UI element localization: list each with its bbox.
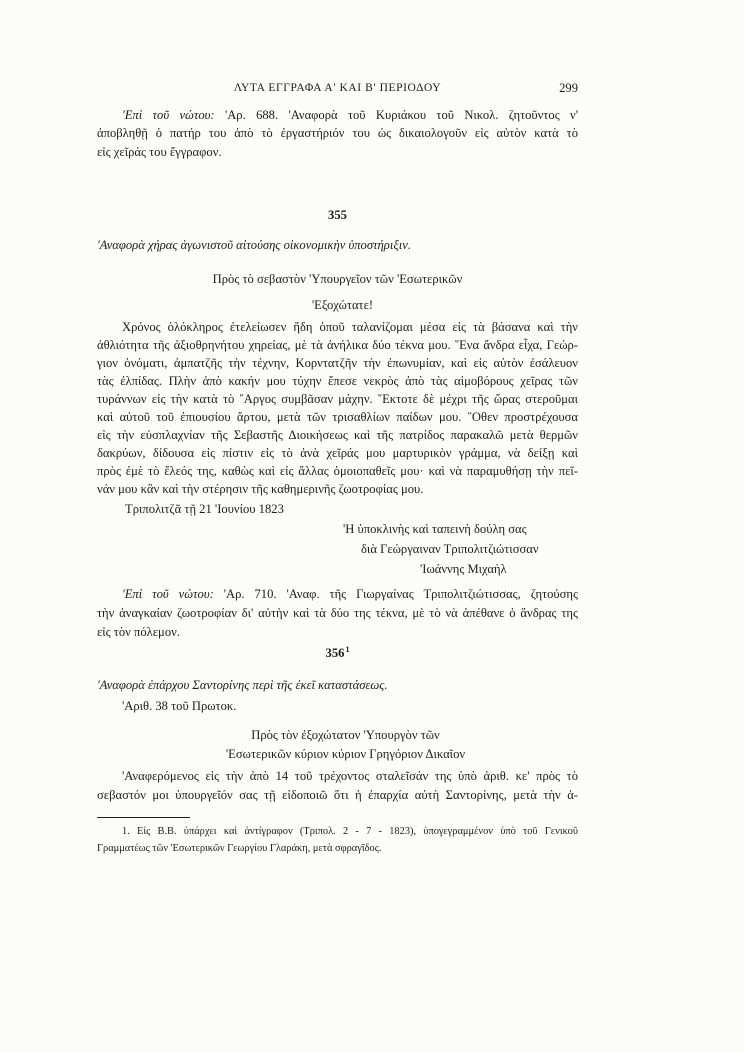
footnote-marker: 1 [345, 645, 350, 654]
footnote-number: 1. [122, 826, 130, 837]
signature-line: 'Ιωάννης Μιχαὴλ [420, 562, 507, 576]
document-title: 'Αναφορὰ ἐπάρχου Σαντορίνης περὶ τῆς ἐκεῖ καταστάσεως. [97, 678, 388, 692]
body-line: Χρόνος ὁλόκληρος ἐτελείωσεν ἤδη ὁποῦ ταλανίζομαι μέσα εἰς τὰ βάσανα καὶ τὴν [122, 320, 578, 334]
back-note-label: 'Επὶ τοῦ νώτου: [122, 587, 214, 601]
page-number: 299 [559, 81, 578, 95]
document-title: 'Αναφορὰ χήρας ἀγωνιστοῦ αἰτούσης οἰκονομικὴν ὑποστήριξιν. [97, 238, 411, 252]
running-header-title: ΛΥΤΑ ΕΓΓΡΑΦΑ Α' ΚΑΙ Β' ΠΕΡΙΟΔΟΥ [233, 82, 442, 94]
back-note-label: 'Επὶ τοῦ νώτου: [122, 108, 215, 122]
body-line: εἰς τὴν εὐσπλαχνίαν τῆς Σεβαστῆς Διοικήσεως καὶ τῆς πατρίδος παρακαλῶ μετὰ θερμῶν [97, 428, 578, 442]
protocol-number: 'Αριθ. 38 τοῦ Πρωτοκ. [122, 699, 237, 713]
footnote-line [122, 825, 578, 839]
addressee-line: 'Εσωτερικῶν κύριον κύριον Γρηγόριον Δικαῖον [225, 747, 466, 761]
addressee: Πρὸς τὸ σεβαστὸν 'Υπουργεῖον τῶν 'Εσωτερικῶν [212, 272, 463, 286]
footnote-line: Γραμματέως τῶν 'Εσωτερικῶν Γεωργίου Γλαράκη, μετὰ σφραγῖδος. [97, 843, 382, 854]
place-date: Τριπολιτζᾶ τῇ 21 'Ιουνίου 1823 [125, 502, 284, 516]
footnote-rule [97, 817, 190, 818]
body-line: τυράννων εἰς τὴν κατὰ τὸ ῎Αργος συμβᾶσαν μάχην. ῞Εκτοτε δὲ μέχρι τῆς ὥρας στεροῦμαι [97, 392, 578, 406]
back-note-line: ἀποβληθῇ ὁ πατήρ του ἀπὸ τὸ ἐργαστήριόν του ὡς δικαιολογοῦν εἰς αὐτὸν κατὰ τὸ [97, 126, 578, 140]
back-note-line [122, 586, 578, 602]
body-line: γιον ὀνόματι, ἀμπατζῆς τὴν τέχνην, Κορντατζῆν τὴν ἐπωνυμίαν, καὶ εἰς αὐτὸν ἐσάλευον [97, 356, 578, 370]
body-line: καὶ αὐτοῦ τοῦ ἐπιουσίου ἄρτου, μετὰ τῶν τρισαθλίων παίδων μου. ῞Οθεν προστρέχουσα [97, 410, 578, 424]
body-line: νάν μου κἂν καὶ τὴν στέρησιν τῆς καθημερινῆς ζωοτροφίας μου. [97, 482, 424, 496]
document-number-value: 356 [325, 646, 345, 660]
document-number: 355 [328, 208, 347, 222]
back-note-line: εἰς χεῖράς του ἔγγραφον. [97, 145, 222, 159]
back-note-line: τὴν ἀναγκαίαν ζωοτροφίαν δι' αὐτὴν καὶ τὰ δύο της τέκνα, μὲ τὸ νὰ ἀπέθανε ὁ ἄνδρας της [97, 606, 578, 620]
back-note-line: εἰς τὸν πόλεμον. [97, 625, 180, 639]
signature-line: 'Η ὑποκλινὴς καὶ ταπεινὴ δούλη σας [343, 522, 527, 536]
document-number [97, 642, 578, 661]
body-line: ἀθλιότητα τῆς ἀξιοθρηνήτου χηρείας, μὲ τὰ ἀνήλικα δύο τέκνα μου. ῞Ενα ἄνδρα εἶχα, Γεώρ- [97, 338, 578, 352]
body-line: τὰς ἐλπίδας. Πλὴν ἀπὸ κακήν μου τύχην ἔπεσε νεκρὸς ἀπὸ τὰς αἱμοβόρους χεῖρας τῶν [97, 374, 578, 388]
body-line: δακρύων, δίδουσα εἰς πίστιν εἰς τὸ ἀνὰ χεῖράς μου μαρτυρικὸν γράμμα, νὰ δείξῃ καὶ [97, 446, 578, 460]
signature-line: διὰ Γεώργαιναν Τριπολιτζιώτισσαν [361, 542, 539, 556]
body-line: πρὸς ἐμὲ τὸ ἔλεός της, καθὼς καὶ εἰς ἄλλας ὁμοιοπαθεῖς μου· καὶ νὰ παραμυθήσῃ τὴν πεῖ- [97, 464, 578, 478]
back-note-line [122, 107, 578, 123]
salutation: 'Εξοχώτατε! [311, 298, 374, 312]
addressee-line: Πρὸς τὸν ἐξοχώτατον 'Υπουργὸν τῶν [251, 728, 440, 742]
body-line: σεβαστόν μοι ὑπουργεῖόν σας τῇ εἰδοποιῶ ὅτι ἡ ἐπαρχία αὐτὴ Σαντορίνης, μετὰ τὴν ἀ- [97, 788, 578, 802]
body-line: 'Αναφερόμενος εἰς τὴν ἀπὸ 14 τοῦ τρέχοντος σταλεῖσάν της ὑπὸ ἀριθ. κε' πρὸς τὸ [122, 769, 578, 783]
footnote-text: Εἰς Β.Β. ὑπάρχει καὶ ἀντίγραφον (Τριπολ. 2 - 7 - 1823), ὑπογεγραμμένον ὑπὸ τοῦ Γενικοῦ [129, 826, 578, 837]
back-note-text: 'Αρ. 710. 'Αναφ. τῆς Γιωργαίνας Τριπολιτζιώτισσας, ζητούσης [213, 587, 578, 601]
back-note-text: 'Αρ. 688. 'Αναφορὰ τοῦ Κυριάκου τοῦ Νικολ. ζητοῦντος ν' [214, 108, 578, 122]
